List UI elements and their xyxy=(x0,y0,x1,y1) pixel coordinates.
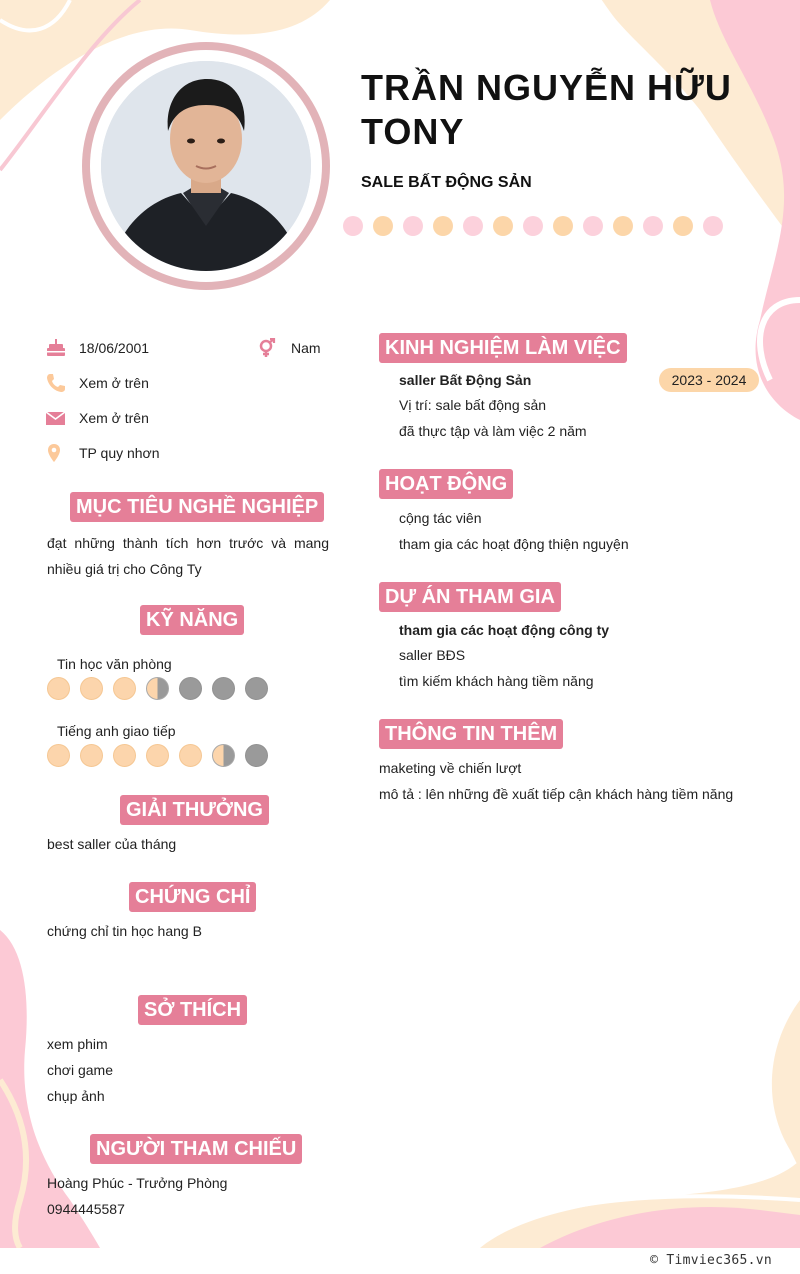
phone-text: Xem ở trên xyxy=(79,375,149,391)
address-text: TP quy nhơn xyxy=(79,445,160,461)
extra-info-line: maketing về chiến lượt xyxy=(379,760,522,776)
skill-rating-dot xyxy=(245,677,268,700)
experience-company: saller Bất Động Sản xyxy=(399,372,532,388)
decorative-dot xyxy=(373,216,393,236)
decorative-dot xyxy=(463,216,483,236)
skill-rating-dot xyxy=(47,677,70,700)
decorative-dot xyxy=(673,216,693,236)
gender-text: Nam xyxy=(291,340,321,356)
extra-info-line: mô tả : lên những đề xuất tiếp cận khách hàng tiềm năng xyxy=(379,786,734,802)
awards-text: best saller của tháng xyxy=(47,836,177,852)
decorative-dot xyxy=(523,216,543,236)
job-title: SALE BẤT ĐỘNG SẢN xyxy=(361,174,532,191)
phone-icon xyxy=(46,373,66,393)
hobby-item: xem phim xyxy=(47,1036,108,1052)
decorative-dot xyxy=(403,216,423,236)
project-description: tìm kiếm khách hàng tiềm năng xyxy=(399,673,594,689)
certificates-text: chứng chỉ tin học hang B xyxy=(47,923,202,939)
skill-rating-dot xyxy=(179,744,202,767)
reference-name: Hoàng Phúc - Trưởng Phòng xyxy=(47,1175,228,1191)
skill-rating-dot xyxy=(245,744,268,767)
decorative-dot xyxy=(343,216,363,236)
decorative-dot xyxy=(613,216,633,236)
objective-title: MỤC TIÊU NGHỀ NGHIỆP xyxy=(70,492,324,522)
extra-info-title: THÔNG TIN THÊM xyxy=(379,719,563,749)
project-role: saller BĐS xyxy=(399,647,466,663)
hobby-item: chụp ảnh xyxy=(47,1088,105,1104)
objective-text: đạt những thành tích hơn trước và mang nhiều giá trị cho Công Ty xyxy=(47,535,329,577)
awards-title: GIẢI THƯỞNG xyxy=(120,795,269,825)
experience-period-badge: 2023 - 2024 xyxy=(659,368,759,392)
email-text: Xem ở trên xyxy=(79,410,149,426)
skill-rating-dot xyxy=(212,744,235,767)
skill-rating-dot xyxy=(179,677,202,700)
decorative-dot xyxy=(643,216,663,236)
skill-rating-dot xyxy=(113,677,136,700)
skill-rating-dot xyxy=(146,744,169,767)
portrait-illustration xyxy=(101,61,311,271)
decorative-dot xyxy=(703,216,723,236)
experience-position: Vị trí: sale bất động sản xyxy=(399,397,547,413)
skill-rating-dot xyxy=(113,744,136,767)
decorative-dot xyxy=(433,216,453,236)
skill-rating-dot xyxy=(146,677,169,700)
reference-phone: 0944445587 xyxy=(47,1201,125,1217)
location-icon xyxy=(46,443,66,463)
activity-item: tham gia các hoạt động thiện nguyện xyxy=(399,536,629,552)
gender-icon xyxy=(258,338,278,358)
activities-title: HOẠT ĐỘNG xyxy=(379,469,513,499)
watermark: © Timviec365.vn xyxy=(650,1253,772,1268)
email-icon xyxy=(46,408,66,428)
hobbies-title: SỞ THÍCH xyxy=(138,995,247,1025)
footer xyxy=(0,1248,800,1274)
skill-rating-dot xyxy=(47,744,70,767)
avatar-frame xyxy=(82,42,330,290)
skill-rating-dot xyxy=(212,677,235,700)
skill-name: Tiếng anh giao tiếp xyxy=(57,723,176,739)
references-title: NGƯỜI THAM CHIẾU xyxy=(90,1134,302,1164)
experience-description: đã thực tập và làm việc 2 năm xyxy=(399,423,587,439)
skill-rating-dot xyxy=(80,744,103,767)
birthday-text: 18/06/2001 xyxy=(79,340,150,356)
projects-title: DỰ ÁN THAM GIA xyxy=(379,582,561,612)
skill-rating-dot xyxy=(80,677,103,700)
certificates-title: CHỨNG CHỈ xyxy=(129,882,256,912)
avatar xyxy=(101,61,311,271)
project-name: tham gia các hoạt động công ty xyxy=(399,622,610,638)
cake-icon xyxy=(46,338,66,358)
decorative-dot xyxy=(553,216,573,236)
experience-title: KINH NGHIỆM LÀM VIỆC xyxy=(379,333,627,363)
decorative-dots xyxy=(343,216,733,241)
skill-name: Tin học văn phòng xyxy=(57,656,172,672)
decorative-dot xyxy=(583,216,603,236)
skills-title: KỸ NĂNG xyxy=(140,605,244,635)
decorative-dot xyxy=(493,216,513,236)
hobby-item: chơi game xyxy=(47,1062,113,1078)
activity-item: cộng tác viên xyxy=(399,510,482,526)
candidate-name: TRẦN NGUYỄN HỮU TONY xyxy=(361,67,732,152)
